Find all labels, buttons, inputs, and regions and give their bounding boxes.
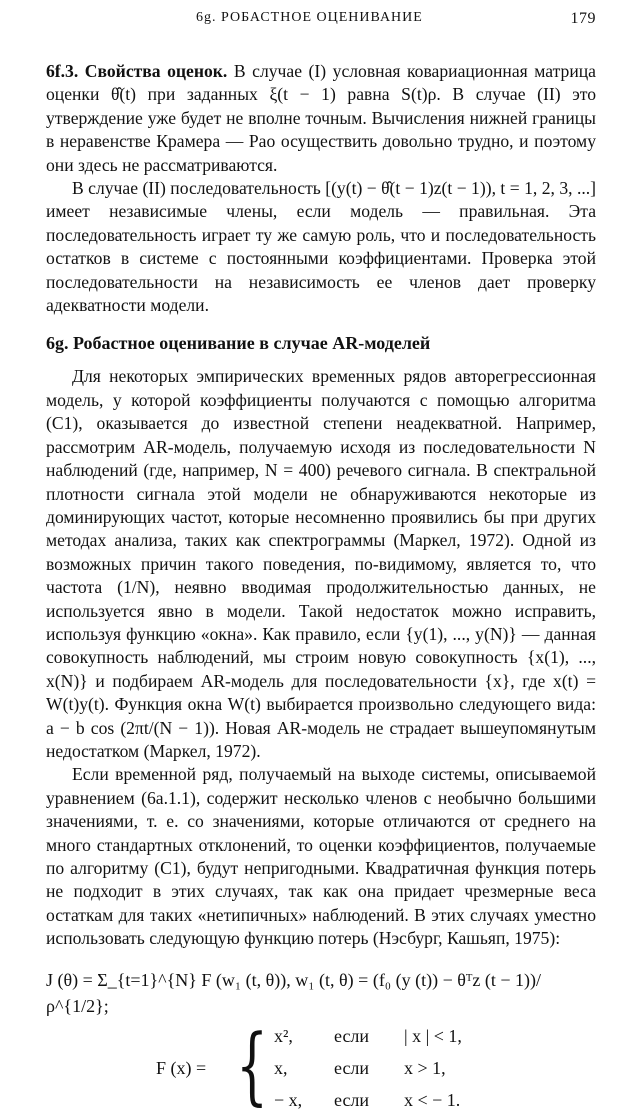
case-row [274,1023,462,1049]
case-condition: x > 1, [404,1057,446,1078]
piecewise-function-formula [46,1015,596,1119]
section-heading: 6g. Робастное оценивание в случае AR-моделей [46,333,431,354]
case-row [274,1055,446,1081]
loss-formula-text: J (θ) = Σ_{t=1}^{N} F (w₁ (t, θ)), w₁ (t, θ) = (f₀ (y (t)) − θᵀz (t − 1))/ρ^{1/2}; [46,969,541,1016]
subsection-title: 6f.3. Свойства оценок. [46,61,228,81]
page-body [46,60,596,1119]
paragraph-6g-2: Если временной ряд, получаемый на выходе системы, описываемой уравнением (6a.1.1), содержит несколько членов с необычно большими значениями, т. е. со значениями, которые отличаются от среднего на много стандартных отклонений, то оценки коэффициентов, получаемые по алгоритму (С1), будут непригодными. Квадратичная функция потерь не подходит в этих случаях, так как она придает чрезмерные веса остаткам для таких «нетипичных» наблюдений. В этих случаях уместно использовать следующую функцию потерь (Нэсбург, Кашьяп, 1975): [46,764,596,949]
case-condition: x < − 1. [404,1089,461,1110]
case-word: если [334,1025,370,1046]
case-expr: x², [274,1025,293,1046]
case-condition: | x | < 1, [404,1025,462,1046]
paragraph-6g-1: Для некоторых эмпирических временных рядов авторегрессионная модель, у которой коэффициенты получаются с помощью алгоритма (С1), оказывается до известной степени неадекватной. Например, рассмотрим AR-модель, получаемую исходя из последовательности N наблюдений (где, например, N = 400) речевого сигнала. В спектральной плотности сигнала этой модели не обнаруживаются некоторые из доминирующих частот, которые несомненно проявились бы при других методах анализа, таких как спектрограммы (Маркел, 1972). Одной из возможных причин такого поведения, по-видимому, является то, что частота (1/N), неявно вводимая продолжительностью данных, не используется явно в модели. Такой недостаток можно исправить, используя функцию «окна». Как правило, если {y(1), ..., y(N)} — данная совокупность наблюдений, мы строим новую совокупность {x(1), ..., x(N)} и подбираем AR-модель для последовательности {x}, где x(t) = W(t)y(t). Функция окна W(t) выбирается произвольно следующего вида: a − b cos (2πt/(N − 1)). Новая AR-модель не страдает вышеупомянутым недостатком (Маркел, 1972). [46,366,596,761]
paragraph-6f3-2: В случае (II) последовательность [(y(t) − θ̂(t − 1)z(t − 1)), t = 1, 2, 3, ...] имеет независимые члены, если модель — правильная. Эта последовательность играет ту же самую роль, что и последовательность остатков в системе с постоянными коэффициентами. Проверка этой последовательности на независимость ее членов дает проверку адекватности модели. [46,178,596,316]
piecewise-lhs: F (x) = [156,1057,207,1078]
case-expr: x, [274,1057,288,1078]
case-row [274,1087,460,1113]
running-title: 6g. РОБАСТНОЕ ОЦЕНИВАНИЕ [196,10,423,25]
case-word: если [334,1089,370,1110]
paragraph-6f3-1 [46,60,596,177]
page-number: 179 [570,10,596,27]
loss-function-formula [46,961,596,1015]
left-brace-symbol: { [236,1015,269,1114]
running-header [46,10,596,30]
paragraph-text: В случае (I) условная ковариационная матрица оценки θ̂(t) при заданных ξ(t − 1) равна S(t)ρ. В случае (II) это утверждение уже будет не вполне точным. Вычисления нижней границы в неравенстве Крамера — Рао осуществить довольно трудно, и поэтому они здесь не рассматриваются. [46,61,596,175]
case-word: если [334,1057,370,1078]
case-expr: − x, [274,1089,303,1110]
